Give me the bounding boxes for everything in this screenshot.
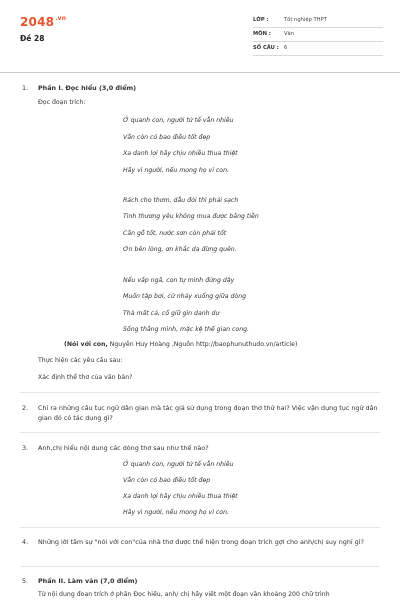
question-number: 5. (22, 577, 29, 585)
question-separator (20, 527, 380, 528)
meta-subject-value: Văn (284, 31, 295, 37)
poem-line: Vẫn còn có bao điều tốt đẹp (123, 134, 211, 141)
page-header (0, 0, 400, 75)
poem-line: Ơn bên lòng, ơn khắc dạ đừng quên. (123, 246, 237, 253)
question-text: Từ nội dung đoạn trích ở phần Đọc hiểu, anh/ chị hãy viết một đoạn văn khoảng 200 chữ trình (38, 591, 330, 598)
question-number: 3. (22, 444, 29, 452)
logo-tld: .vn (55, 15, 67, 22)
meta-count-value: 6 (284, 45, 288, 51)
question-number: 1. (22, 84, 29, 92)
poem-line: Tình thương yêu không mua được bằng tiền (123, 213, 259, 220)
question-number: 2. (22, 404, 29, 412)
question-text: Anh,chị hiểu nội dung các dòng thơ sau như thế nào? (38, 444, 209, 452)
poem-line: Ở quanh con, người tứ tế vẫn nhiều (123, 461, 234, 468)
poem-line: Nếu vấp ngã, con tự mình đứng dậy (123, 277, 235, 284)
poem-line: Thà mất cả, cố giữ gìn danh dự (123, 310, 220, 317)
task-intro: Thực hiện các yêu cầu sau: (38, 357, 123, 364)
header-divider (0, 72, 400, 73)
poem-line: Xa danh lợi hãy chịu nhiều thua thiệt (123, 150, 238, 157)
section-title: Phần I. Đọc hiểu (3,0 điểm) (38, 84, 137, 92)
source-citation (64, 341, 297, 348)
meta-divider (253, 27, 383, 28)
meta-grade-key: LỚP : (253, 17, 269, 23)
meta-divider (253, 55, 383, 56)
source-detail: Nguyễn Huy Hoàng ,Nguồn http://baophunuthudo.vn/article) (107, 341, 298, 348)
intro-text: Đọc đoạn trích: (38, 99, 86, 106)
meta-count-key: SỐ CÂU : (253, 45, 279, 51)
meta-grade-value: Tốt nghiệp THPT (284, 17, 327, 23)
poem-line: Muốn tập bơi, cứ nhảy xuống giữa dòng (123, 293, 247, 300)
meta-subject-key: MÔN : (253, 31, 271, 37)
poem-line: Vẫn còn có bao điều tốt đẹp (123, 477, 211, 484)
poem-line: Hãy vì người, nếu mong họ vì con. (123, 509, 229, 516)
question-text: Những lời tâm sự "nói với con"của nhà thơ được thể hiện trong đoạn trích gợi cho anh/chị suy nghĩ gì? (38, 538, 364, 546)
question-text: Chỉ ra những câu tục ngữ dân gian mà tác giả sử dụng trong đoạn thơ thứ hai? Việc vận dụng tục ngữ dân gian đó có tác dụng gì? (38, 404, 378, 422)
poem-line: Hãy vì người, nếu mong họ vì con. (123, 167, 229, 174)
poem-line: Sống thẳng mình, mặc kệ thế gian cong. (123, 326, 250, 333)
question-number: 4. (22, 538, 29, 546)
poem-line: Xa danh lợi hãy chịu nhiều thua thiệt (123, 493, 238, 500)
poem-line: Ở quanh con, người tứ tế vẫn nhiều (123, 117, 234, 124)
question-separator (20, 432, 380, 433)
poem-line: Cần gỗ tốt, nước sơn còn phải tốt (123, 230, 227, 237)
poem-line: Rách cho thơm, dẫu đói thì phải sạch (123, 197, 239, 204)
meta-divider (253, 41, 383, 42)
logo-text: 2048 (20, 15, 55, 29)
section-title: Phần II. Làm văn (7,0 điểm) (38, 577, 138, 585)
task-text: Xác định thể thơ của văn bản? (38, 374, 133, 381)
site-logo[interactable] (20, 15, 66, 29)
question-separator (20, 566, 380, 567)
source-title: (Nói với con, (64, 341, 108, 348)
exam-code: Đề 28 (20, 34, 45, 43)
question-separator (20, 392, 380, 393)
